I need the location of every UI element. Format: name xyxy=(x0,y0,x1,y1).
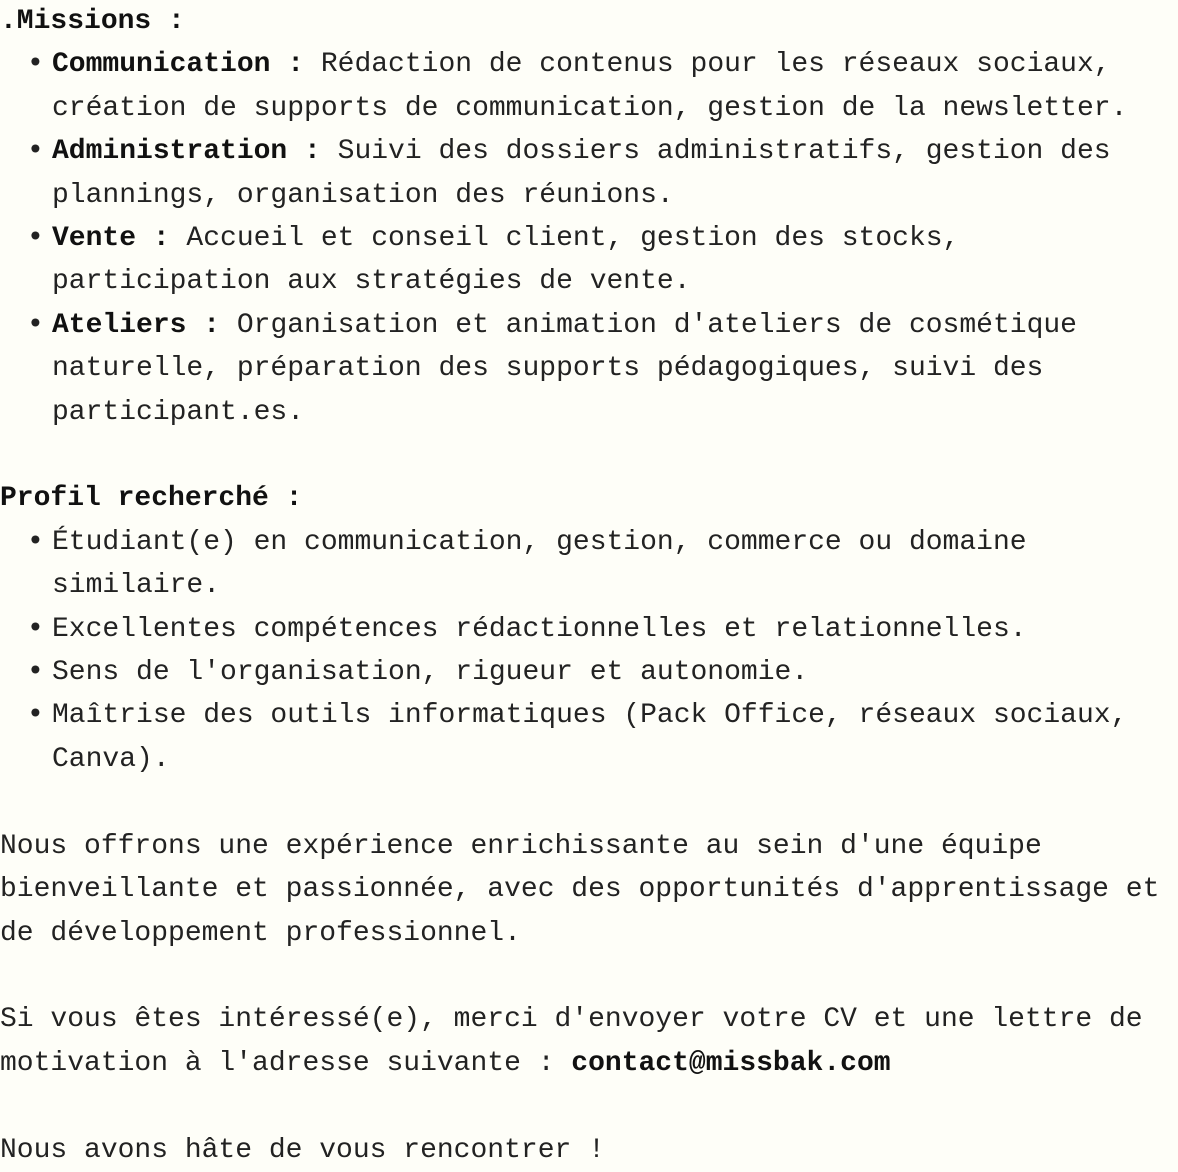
bullet-icon: • xyxy=(27,700,44,732)
list-item xyxy=(27,43,1178,130)
apply-text: Si vous êtes intéressé(e), merci d'envoyer votre CV et une lettre de motivation à l'adresse suivante : xyxy=(0,1004,1143,1079)
bullet-icon: • xyxy=(27,613,44,645)
bullet-icon: • xyxy=(27,223,44,255)
mission-text: Suivi des dossiers administratifs, gestion des plannings, organisation des réunions. xyxy=(52,136,1111,211)
mission-term: Vente : xyxy=(52,223,170,255)
bullet-icon: • xyxy=(27,657,44,689)
profile-list xyxy=(0,521,1178,781)
offer-paragraph: Nous offrons une expérience enrichissante au sein d'une équipe bienveillante et passionnée, avec des opportunités d'apprentissage et de développement professionnel. xyxy=(0,830,1160,949)
mission-term: Ateliers : xyxy=(52,309,221,341)
profile-text: Maîtrise des outils informatiques (Pack Office, réseaux sociaux, Canva). xyxy=(52,700,1128,775)
spacer xyxy=(0,434,1178,477)
list-item xyxy=(27,651,1178,694)
bullet-icon: • xyxy=(27,526,44,558)
list-item xyxy=(27,608,1178,651)
spacer xyxy=(0,1085,1178,1128)
bullet-icon: • xyxy=(27,49,44,81)
closing-paragraph: Nous avons hâte de vous rencontrer ! xyxy=(0,1134,605,1166)
mission-text: Accueil et conseil client, gestion des stocks, participation aux stratégies de vente. xyxy=(52,223,960,298)
list-item xyxy=(27,130,1178,217)
mission-term: Administration : xyxy=(52,136,321,168)
list-item xyxy=(27,304,1178,434)
list-item xyxy=(27,694,1178,781)
missions-heading: .Missions : xyxy=(0,6,185,37)
list-item xyxy=(27,521,1178,608)
mission-text: Organisation et animation d'ateliers de cosmétique naturelle, préparation des supports pédagogiques, suivi des participant.es. xyxy=(52,309,1077,428)
spacer xyxy=(0,955,1178,998)
mission-term: Communication : xyxy=(52,49,305,81)
missions-list xyxy=(0,43,1178,434)
spacer xyxy=(0,781,1178,824)
apply-paragraph xyxy=(0,998,1178,1085)
list-item xyxy=(27,217,1178,304)
contact-email-link[interactable]: contact@missbak.com xyxy=(571,1047,891,1079)
profile-text: Excellentes compétences rédactionnelles et relationnelles. xyxy=(52,613,1027,645)
bullet-icon: • xyxy=(27,309,44,341)
mission-text: Rédaction de contenus pour les réseaux sociaux, création de supports de communication, gestion de la newsletter. xyxy=(52,49,1128,124)
profile-heading: Profil recherché : xyxy=(0,483,303,515)
profile-text: Étudiant(e) en communication, gestion, commerce ou domaine similaire. xyxy=(52,526,1027,602)
bullet-icon: • xyxy=(27,136,44,168)
profile-text: Sens de l'organisation, rigueur et autonomie. xyxy=(52,657,809,689)
